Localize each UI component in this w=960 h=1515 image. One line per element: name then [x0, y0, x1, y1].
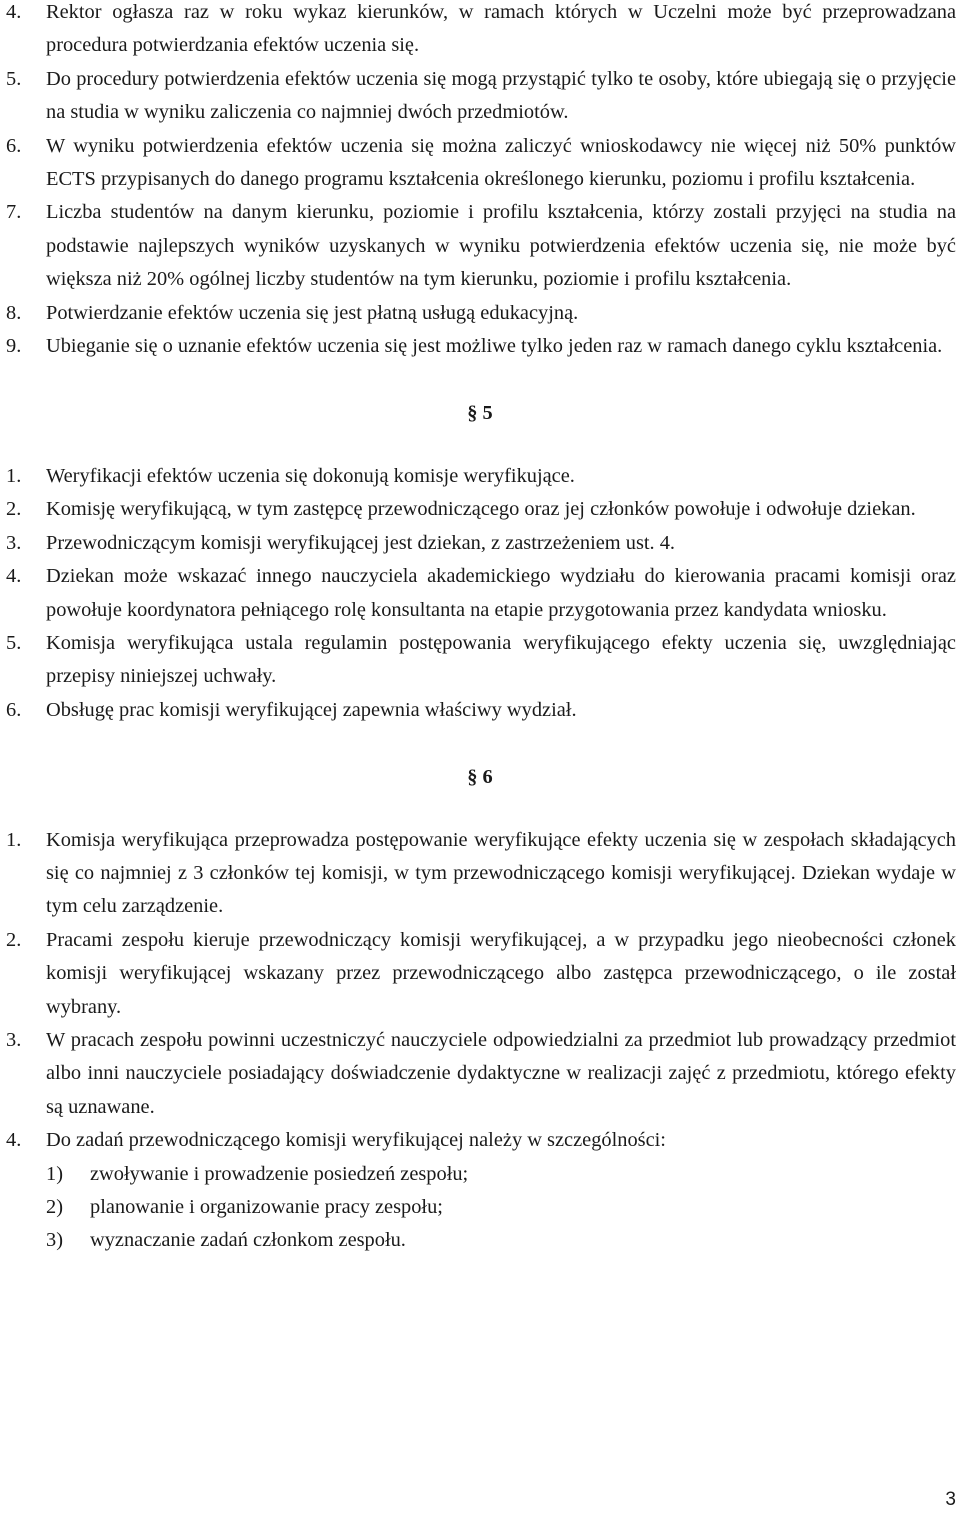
item-text: Weryfikacji efektów uczenia się dokonują komisje weryfikujące. [46, 464, 575, 487]
sub-list-item [0, 1191, 960, 1224]
item-number: 2. [6, 498, 22, 521]
item-text: Liczba studentów na danym kierunku, poziomie i profilu kształcenia, którzy zostali przyjęci na studia na podstawie najlepszych wyników uzyskanych w wyniku potwierdzenia efektów uczenia się, nie może być większa niż 20% ogólnej liczby studentów na tym kierunku, poziomie i profilu kształcenia. [46, 201, 956, 291]
list-item [0, 297, 960, 330]
item-text: Obsługę prac komisji weryfikującej zapewnia właściwy wydział. [46, 698, 577, 721]
list-item [0, 493, 960, 526]
item-number: 6. [6, 698, 22, 721]
sub-item-text: zwoływanie i prowadzenie posiedzeń zespołu; [90, 1162, 469, 1185]
top-list [0, 0, 960, 363]
list-item [0, 1124, 960, 1157]
list-item [0, 560, 960, 627]
list-item [0, 527, 960, 560]
section-5-list [0, 460, 960, 727]
item-text: Rektor ogłasza raz w roku wykaz kierunków, w ramach których w Uczelni może być przeprowadzana procedura potwierdzania efektów uczenia się. [46, 1, 956, 57]
item-number: 5. [6, 631, 22, 654]
item-text: Potwierdzanie efektów uczenia się jest płatną usługą edukacyjną. [46, 301, 579, 324]
item-number: 7. [6, 201, 22, 224]
item-text: W wyniku potwierdzenia efektów uczenia się można zaliczyć wnioskodawcy nie więcej niż 50% punktów ECTS przypisanych do danego programu kształcenia określonego kierunku, poziomu i profilu kształcenia. [46, 134, 956, 191]
item-text: Do zadań przewodniczącego komisji weryfikującej należy w szczególności: [46, 1129, 666, 1152]
item-number: 5. [6, 67, 22, 90]
list-item [0, 196, 960, 296]
item-number: 4. [6, 1, 22, 23]
sub-item-number: 2) [46, 1196, 63, 1218]
item-number: 4. [6, 1129, 22, 1152]
sub-list-item [0, 1224, 960, 1257]
sub-item-text: planowanie i organizowanie pracy zespołu; [90, 1196, 443, 1218]
list-item [0, 694, 960, 727]
item-number: 9. [6, 335, 22, 358]
item-text: Przewodniczącym komisji weryfikującej jest dziekan, z zastrzeżeniem ust. 4. [46, 531, 676, 554]
section-heading: § 6 [467, 766, 493, 789]
item-number: 1. [6, 828, 22, 851]
list-item [0, 0, 960, 63]
item-text: Dziekan może wskazać innego nauczyciela akademickiego wydziału do kierowania pracami komisji oraz powołuje koordynatora pełniącego rolę konsultanta na etapie przygotowania przez kandydata wniosku. [46, 565, 956, 621]
item-text: Do procedury potwierdzenia efektów uczenia się mogą przystąpić tylko te osoby, które ubiegają się o przyjęcie na studia w wyniku zaliczenia co najmniej dwóch przedmiotów. [46, 67, 956, 124]
section-6-list [0, 824, 960, 1258]
item-number: 3. [6, 531, 22, 554]
item-number: 6. [6, 134, 22, 157]
section-heading: § 5 [467, 402, 493, 425]
sub-item-text: wyznaczanie zadań członkom zespołu. [90, 1229, 406, 1252]
sub-item-number: 1) [46, 1162, 63, 1185]
item-text: Komisję weryfikującą, w tym zastępcę przewodniczącego oraz jej członków powołuje i odwołuje dziekan. [46, 498, 916, 521]
item-text: Pracami zespołu kieruje przewodniczący komisji weryfikującej, a w przypadku jego nieobecności członek komisji weryfikującej wskazany przez przewodniczącego albo zastępca przewodniczącego, o ile został wybrany. [46, 928, 956, 1018]
item-text: Komisja weryfikująca ustala regulamin postępowania weryfikującego efekty uczenia się, uwzględniając przepisy niniejszej uchwały. [46, 631, 956, 688]
sub-list-item [0, 1158, 960, 1191]
item-number: 4. [6, 565, 22, 588]
item-text: W pracach zespołu powinni uczestniczyć nauczyciele odpowiedzialni za przedmiot lub prowadzący przedmiot albo inni nauczyciele posiadający doświadczenie dydaktyczne w realizacji zajęć z przedmiotu, którego efekty są uznawane. [46, 1028, 956, 1118]
list-item [0, 330, 960, 363]
list-item [0, 130, 960, 197]
item-text: Komisja weryfikująca przeprowadza postępowanie weryfikujące efekty uczenia się w zespołach składających się co najmniej z 3 członków tej komisji, w tym przewodniczącego komisji weryfikującej. Dziekan wydaje w tym celu zarządzenie. [46, 828, 956, 918]
list-item [0, 824, 960, 924]
item-number: 3. [6, 1028, 22, 1051]
page-number: 3 [945, 1489, 956, 1510]
list-item [0, 924, 960, 1024]
sub-item-number: 3) [46, 1229, 63, 1252]
item-number: 1. [6, 464, 22, 487]
list-item [0, 627, 960, 694]
item-number: 8. [6, 301, 22, 324]
list-item [0, 1024, 960, 1124]
list-item [0, 63, 960, 130]
list-item [0, 460, 960, 493]
item-text: Ubieganie się o uznanie efektów uczenia się jest możliwe tylko jeden raz w ramach danego cyklu kształcenia. [46, 335, 943, 358]
item-number: 2. [6, 928, 22, 951]
